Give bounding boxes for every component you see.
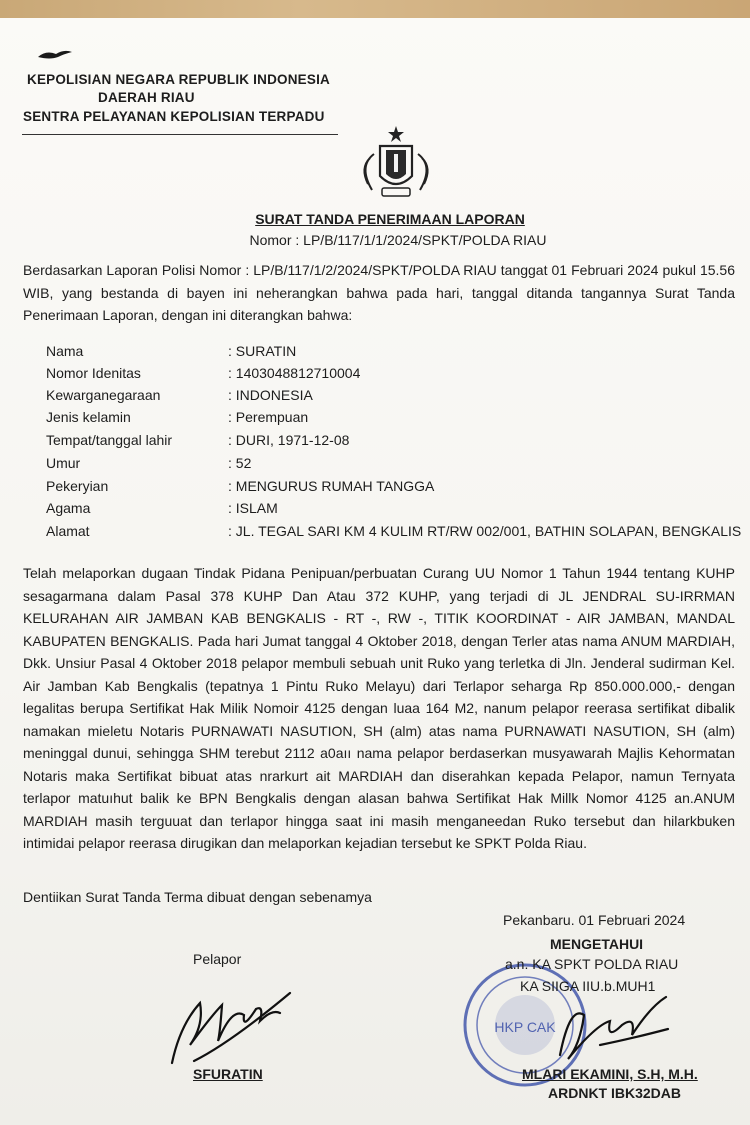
field-value: : ISLAM: [228, 500, 278, 516]
ka-line: KA SIIGA IIU.b.MUH1: [520, 978, 656, 994]
field-value: : INDONESIA: [228, 387, 313, 403]
field-label: Nama: [46, 343, 84, 359]
mengetahui-label: MENGETAHUI: [550, 936, 644, 952]
place-date: Pekanbaru. 01 Februari 2024: [503, 912, 686, 928]
intro-paragraph: Berdasarkan Laporan Polisi Nomor : LP/B/117/1/2/2024/SPKT/POLDA RIAU tanggat 01 Februari 2024 pukul 15.56 WIB, yang bestanda di bayen ini neherangkan bahwa pada hari, tanggal ditanda tangannya Surat Tanda Penerimaan Laporan, dengan ini diterangkan bahwa:: [23, 262, 735, 323]
pelapor-signature-icon: [160, 985, 300, 1070]
field-label: Tempat/tanggal lahir: [46, 432, 173, 448]
desk-edge: [0, 0, 750, 18]
pelapor-label: Pelapor: [193, 951, 242, 967]
field-label: Jenis kelamin: [46, 409, 131, 425]
bird-logo-icon: [36, 48, 74, 62]
document-title: SURAT TANDA PENERIMAAN LAPORAN: [255, 211, 525, 227]
header-line-2: DAERAH RIAU: [98, 90, 195, 105]
pelapor-name: SFURATIN: [193, 1066, 263, 1082]
field-value: : Perempuan: [228, 409, 309, 425]
field-value: : JL. TEGAL SARI KM 4 KULIM RT/RW 002/001, BATHIN SOLAPAN, BENGKALIS: [228, 523, 742, 539]
report-paragraph: Telah melaporkan dugaan Tindak Pidana Penipuan/perbuatan Curang UU Nomor 1 Tahun 1944 tentang KUHP sesagarmana dalam Pasal 378 KUHP Dan Atau 372 KUHP, yang terjadi di JL JENDRAL SU-IRRMAN KELURAHAN AIR JAMBAN KAB BENGKALIS - RT -, RW -, TITIK KOORDINAT - AIR JAMBAN, MANDAL KABUPATEN BENGKALIS. Pada hari Jumat tanggal 4 Oktober 2018, dengan Terler atas nama ANUM MARDIAH, Dkk. Unsiur Pasal 4 Oktober 2018 pelapor membuli sebuah unit Ruko yang terletka di Jln. Jenderal sudirman Kel. Air Jamban Kab Bengkalis (tepatnya 1 Pintu Ruko Melayu) dari Terlapor seharga Rp 850.000.000,- dengan legalitas berupa Sertifikat Hak Milik Nomoir 4125 dengan luaa 164 M2, nanum pelapor reerasa sertifikat dibalik namakan mieletu Notaris PURNAWATI NASUTION, SH (alm) atas nama PURNAWATI NASUTION, SH (alm) meninggal dunui, sehingga SHM terebut 2112 a0aıı nama pelapor berdaserkan musyawarah Majlis Kehormatan Notaris maka Sertifikat bibuat atas nrarkurt ait MARDIAH dan diserahkan kepada Pelapor, namun Ternyata terlapor matuıhut balik ke BPN Bengkalis dengan alasan bahwa Sertifikat Hak Millk Nomor 4125 an.ANUM MARDIAH masih terguuat dan terlapor hingga saat ini masih menganeedan Ruko tersebut dan hilarkbuken intimidai pelapor reerasa dirugikan dan melaporkan kejadian tersebut ke SPKT Polda Riau.: [23, 565, 735, 851]
header-line-3: SENTRA PELAYANAN KEPOLISIAN TERPADU: [23, 109, 325, 124]
field-label: Nomor Idenitas: [46, 365, 141, 381]
closing-statement: Dentiikan Surat Tanda Terma dibuat dengan sebenamya: [23, 889, 372, 905]
officer-name: MLARI EKAMINI, S.H, M.H.: [522, 1066, 698, 1082]
field-label: Agama: [46, 500, 91, 516]
an-line: a.n. KA SPKT POLDA RIAU: [505, 956, 679, 972]
field-value: : MENGURUS RUMAH TANGGA: [228, 478, 435, 494]
stamp-text: HKP CAK: [494, 1019, 556, 1035]
field-value: : SURATIN: [228, 343, 297, 359]
header-divider: [22, 134, 338, 135]
field-value: : 52: [228, 455, 252, 471]
field-label: Kewarganegaraan: [46, 387, 161, 403]
police-emblem-icon: [350, 124, 442, 204]
field-label: Alamat: [46, 523, 90, 539]
document-number: Nomor : LP/B/117/1/1/2024/SPKT/POLDA RIAU: [249, 232, 547, 248]
field-label: Umur: [46, 455, 81, 471]
field-label: Pekeryian: [46, 478, 109, 494]
header-line-1: KEPOLISIAN NEGARA REPUBLIK INDONESIA: [27, 72, 330, 87]
officer-signature-icon: [540, 985, 680, 1070]
field-value: : 1403048812710004: [228, 365, 361, 381]
field-value: : DURI, 1971-12-08: [228, 432, 350, 448]
officer-rank: ARDNKT IBK32DAB: [548, 1085, 682, 1101]
